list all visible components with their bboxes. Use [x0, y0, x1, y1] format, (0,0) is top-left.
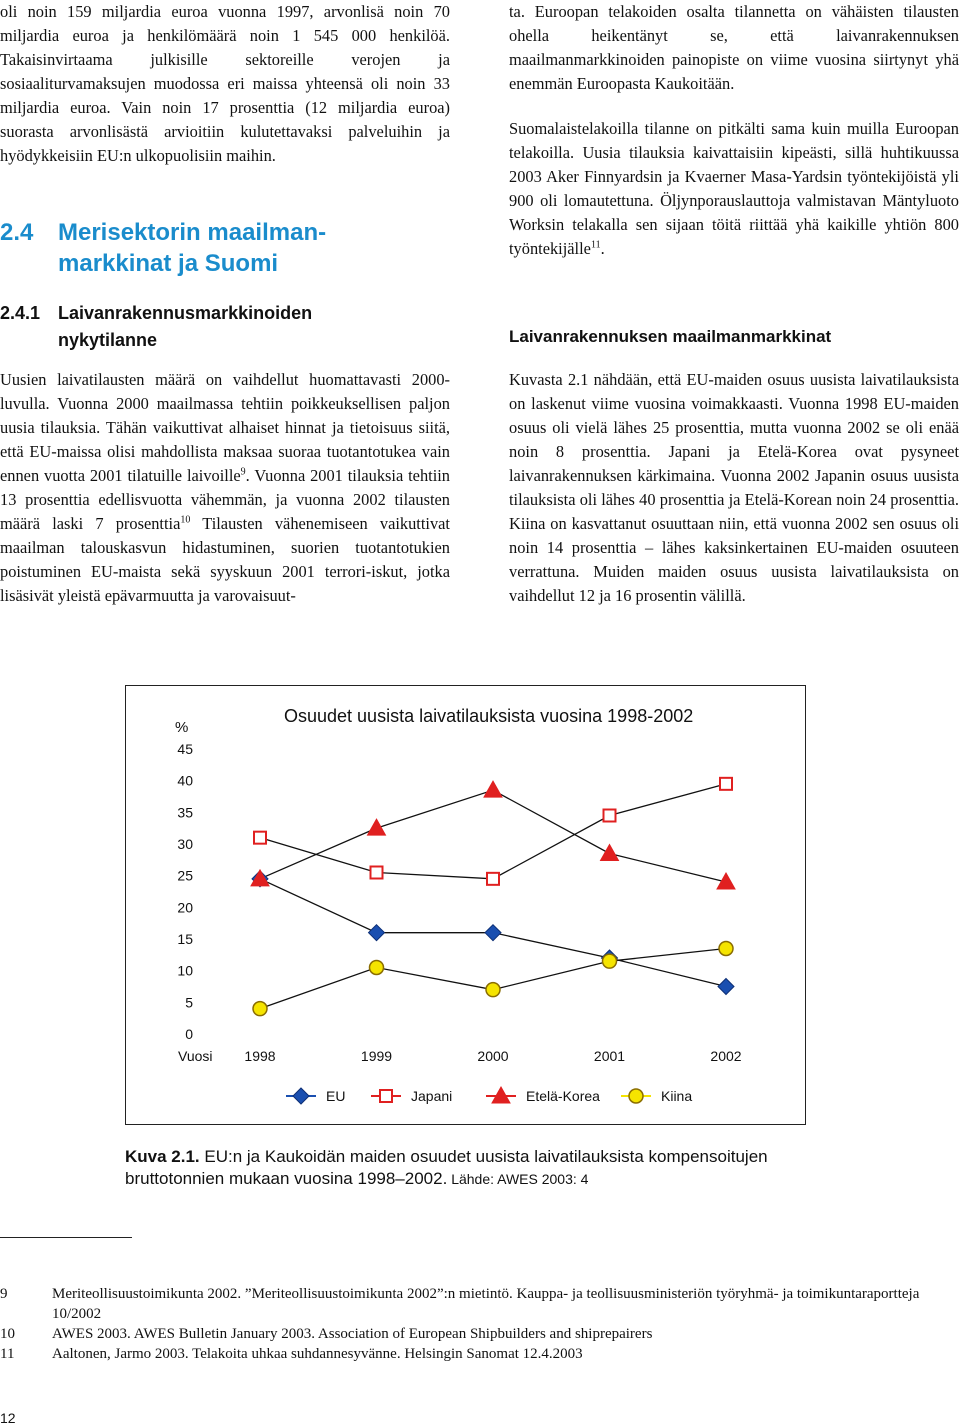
footnote-9: [0, 1284, 930, 1324]
data-point-circle: [603, 954, 617, 968]
right-paragraph-1: ta. Euroopan telakoiden osalta tilannetta on vähäisten tilausten ohella heikentänyt se, että laivanrakennuksen maailmanmarkkinoiden painopiste on viime vuosina siirtynyt yhä enemmän Euroopasta Kaukoitään.: [509, 2, 959, 93]
legend-label: Kiina: [661, 1088, 693, 1104]
paragraph-part1: Uusien laivatilausten määrä on vaihdellut huomattavasti 2000-luvulla. Vuonna 2000 maailmassa tehtiin poikkeuksellisen paljon uusia tilauksia. Tähän vaikuttivat alhaiset hinnat ja tietoisuus siitä, että EU-maissa olisi mahdollista maksaa suoraa tuotantotukea vain ennen vuotta 2001 tilatuille laivoille: [0, 370, 450, 485]
y-tick-label: 15: [177, 931, 193, 947]
right-column: [509, 0, 959, 605]
y-tick-label: 25: [177, 867, 193, 884]
legend-marker-diamond: [293, 1088, 309, 1104]
chart-y-label: %: [175, 719, 189, 736]
data-point-square: [487, 873, 499, 885]
chart-frame: [125, 685, 806, 1125]
subsection-heading: [0, 300, 312, 354]
line-chart: [126, 686, 805, 1124]
legend-label: EU: [326, 1088, 346, 1104]
subsection-title-line2: nykytilanne: [58, 330, 158, 350]
footnote-text: AWES 2003. AWES Bulletin January 2003. Association of European Shipbuilders and shiprepairers: [52, 1326, 653, 1342]
data-point-diamond: [485, 925, 501, 941]
caption-source: Lähde: AWES 2003: 4: [447, 1171, 589, 1187]
series-line-etelä-korea: [260, 790, 726, 882]
right-paragraph-3: Kuvasta 2.1 nähdään, että EU-maiden osuus uusista laivatilauksista on laskenut viime vuosina voimakkaasti. Vuonna 1998 EU-maiden osuus oli vielä lähes 25 prosenttia, mutta vuonna 2002 se oli enää noin 8 prosenttia. Japani ja Etelä-Korea ovat pysyneet laivanrakennuksen kärkimaina. Vuonna 2002 Japanin osuus uusista tilauksista oli lähes 40 prosenttia ja Etelä-Korean noin 24 prosenttia. Kiina on kasvattanut osuuttaan niin, että vuonna 2002 sen osuus oli noin 14 prosenttia – lähes kaksinkertainen EU-maiden osuuteen verrattuna. Muiden maiden osuus uusista laivatilauksista on vaihdellut 12 ja 16 prosentin välillä.: [509, 370, 959, 605]
chart-title: Osuudet uusista laivatilauksista vuosina 1998-2002: [284, 706, 694, 726]
section-title-line1: Merisektorin maailman-: [58, 219, 327, 246]
right-paragraph-2-text: Suomalaistelakoilla tilanne on pitkälti sama kuin muilla Euroopan telakoilla. Uusia tilauksia kaivattaisiin kipeästi, sillä huhtikuussa 2003 Aker Finnyardsin ja Kvaerner Masa-Yardsin työntekijöistä yli 900 oli lomautettuna. Öljynporauslauttoja valmistavan Mäntyluoto Worksin telakalla sen sijaan töitä riittää yhä kaikille yhtiön 800 työntekijälle: [509, 119, 959, 258]
y-tick-label: 20: [177, 899, 193, 916]
y-tick-label: 40: [177, 772, 193, 789]
subsection-title-line1: Laivanrakennusmarkkinoiden: [58, 303, 313, 323]
data-point-square: [371, 867, 383, 879]
left-column: [0, 0, 450, 605]
footnote-10: [0, 1324, 930, 1344]
y-tick-label: 35: [177, 804, 193, 821]
section-number: 2.4: [0, 219, 34, 246]
data-point-triangle: [368, 819, 386, 835]
right-paragraph-2-end: .: [600, 239, 605, 258]
data-point-diamond: [718, 979, 734, 995]
legend-label: Etelä-Korea: [526, 1088, 600, 1104]
y-tick-label: 0: [185, 1026, 193, 1042]
legend-marker-square: [380, 1090, 392, 1102]
legend-label: Japani: [411, 1088, 453, 1104]
footnote-ref-10: 10: [180, 514, 191, 526]
right-paragraph-2: [509, 117, 959, 261]
data-point-circle: [370, 961, 384, 975]
y-tick-label: 10: [177, 962, 193, 979]
x-tick-label: 1998: [244, 1048, 276, 1064]
data-point-circle: [719, 942, 733, 956]
series-line-kiina: [260, 949, 726, 1009]
figure-caption: [125, 1146, 825, 1190]
footnote-number: 11: [0, 1346, 15, 1362]
footnote-number: 10: [0, 1326, 15, 1342]
footnote-number: 9: [0, 1286, 8, 1302]
data-point-square: [604, 810, 616, 822]
paragraph-part3: Tilausten vähenemiseen vaikuttivat maailman talouskasvun hidastuminen, suorien tuotantotukien poistuminen EU-maista sekä syyskuun 2001 terrori-iskut, jotka lisäsivät yleistä epävarmuutta ja varovaisuut-: [0, 514, 450, 605]
body-paragraph-left: [0, 368, 450, 608]
paragraph-part2: . Vuonna 2001 tilauksia tehtiin 13 prosenttia edellisvuotta vähemmän, ja vuonna 2002 tilausten määrä laski 7 prosenttia: [0, 466, 450, 533]
footnote-text: Meriteollisuustoimikunta 2002. ”Meriteollisuustoimikunta 2002”:n mietintö. Kauppa- ja teollisuusministeriön työryhmä- ja toimikuntaraportteja 10/2002: [52, 1286, 920, 1322]
footnotes: [0, 1284, 930, 1364]
y-tick-label: 5: [185, 994, 193, 1011]
caption-text: EU:n ja Kaukoidän maiden osuudet uusista laivatilauksista kompensoitujen bruttotonnien mukaan vuosina 1998–2002.: [125, 1147, 768, 1188]
data-point-circle: [253, 1002, 267, 1016]
data-point-square: [720, 778, 732, 790]
footnote-divider: [0, 1237, 132, 1238]
footnote-ref-9: 9: [240, 466, 246, 478]
subsection-number: 2.4.1: [0, 303, 41, 323]
data-point-diamond: [369, 925, 385, 941]
data-point-triangle: [601, 845, 619, 861]
section-heading: [0, 217, 326, 279]
chart-x-label: Vuosi: [178, 1048, 213, 1064]
y-tick-label: 45: [177, 741, 193, 757]
x-tick-label: 2000: [477, 1048, 509, 1064]
y-tick-label: 30: [177, 836, 193, 852]
footnote-11: [0, 1344, 930, 1364]
right-heading: Laivanrakennuksen maailmanmarkkinat: [509, 327, 832, 346]
caption-label: Kuva 2.1.: [125, 1147, 200, 1166]
x-tick-label: 1999: [360, 1048, 393, 1064]
page-number: 12: [0, 1410, 16, 1426]
legend-marker-circle: [629, 1089, 643, 1103]
intro-paragraph: oli noin 159 miljardia euroa vuonna 1997, arvonlisä noin 70 miljardia euroa ja henkilömäärä noin 1 545 000 henkilöä. Takaisinvirtaama julkisille sektoreille verojen ja sosiaaliturvamaksujen muodossa eri maissa yhteensä oli noin 33 miljardia euroa. Vain noin 17 prosenttia (12 miljardia euroa) suorasta arvonlisästä arvioitiin kulutettavaksi palveluihin ja hyödykkeisiin EU:n ulkopuolisiin maihin.: [0, 2, 450, 165]
footnote-ref-11: 11: [590, 239, 601, 251]
x-tick-label: 2001: [593, 1048, 626, 1064]
footnote-text: Aaltonen, Jarmo 2003. Telakoita uhkaa suhdannesyvänne. Helsingin Sanomat 12.4.2003: [52, 1346, 583, 1362]
data-point-circle: [486, 983, 500, 997]
data-point-square: [254, 832, 266, 844]
data-point-triangle: [484, 781, 502, 797]
section-title-line2: markkinat ja Suomi: [58, 250, 279, 277]
x-tick-label: 2002: [710, 1048, 742, 1064]
